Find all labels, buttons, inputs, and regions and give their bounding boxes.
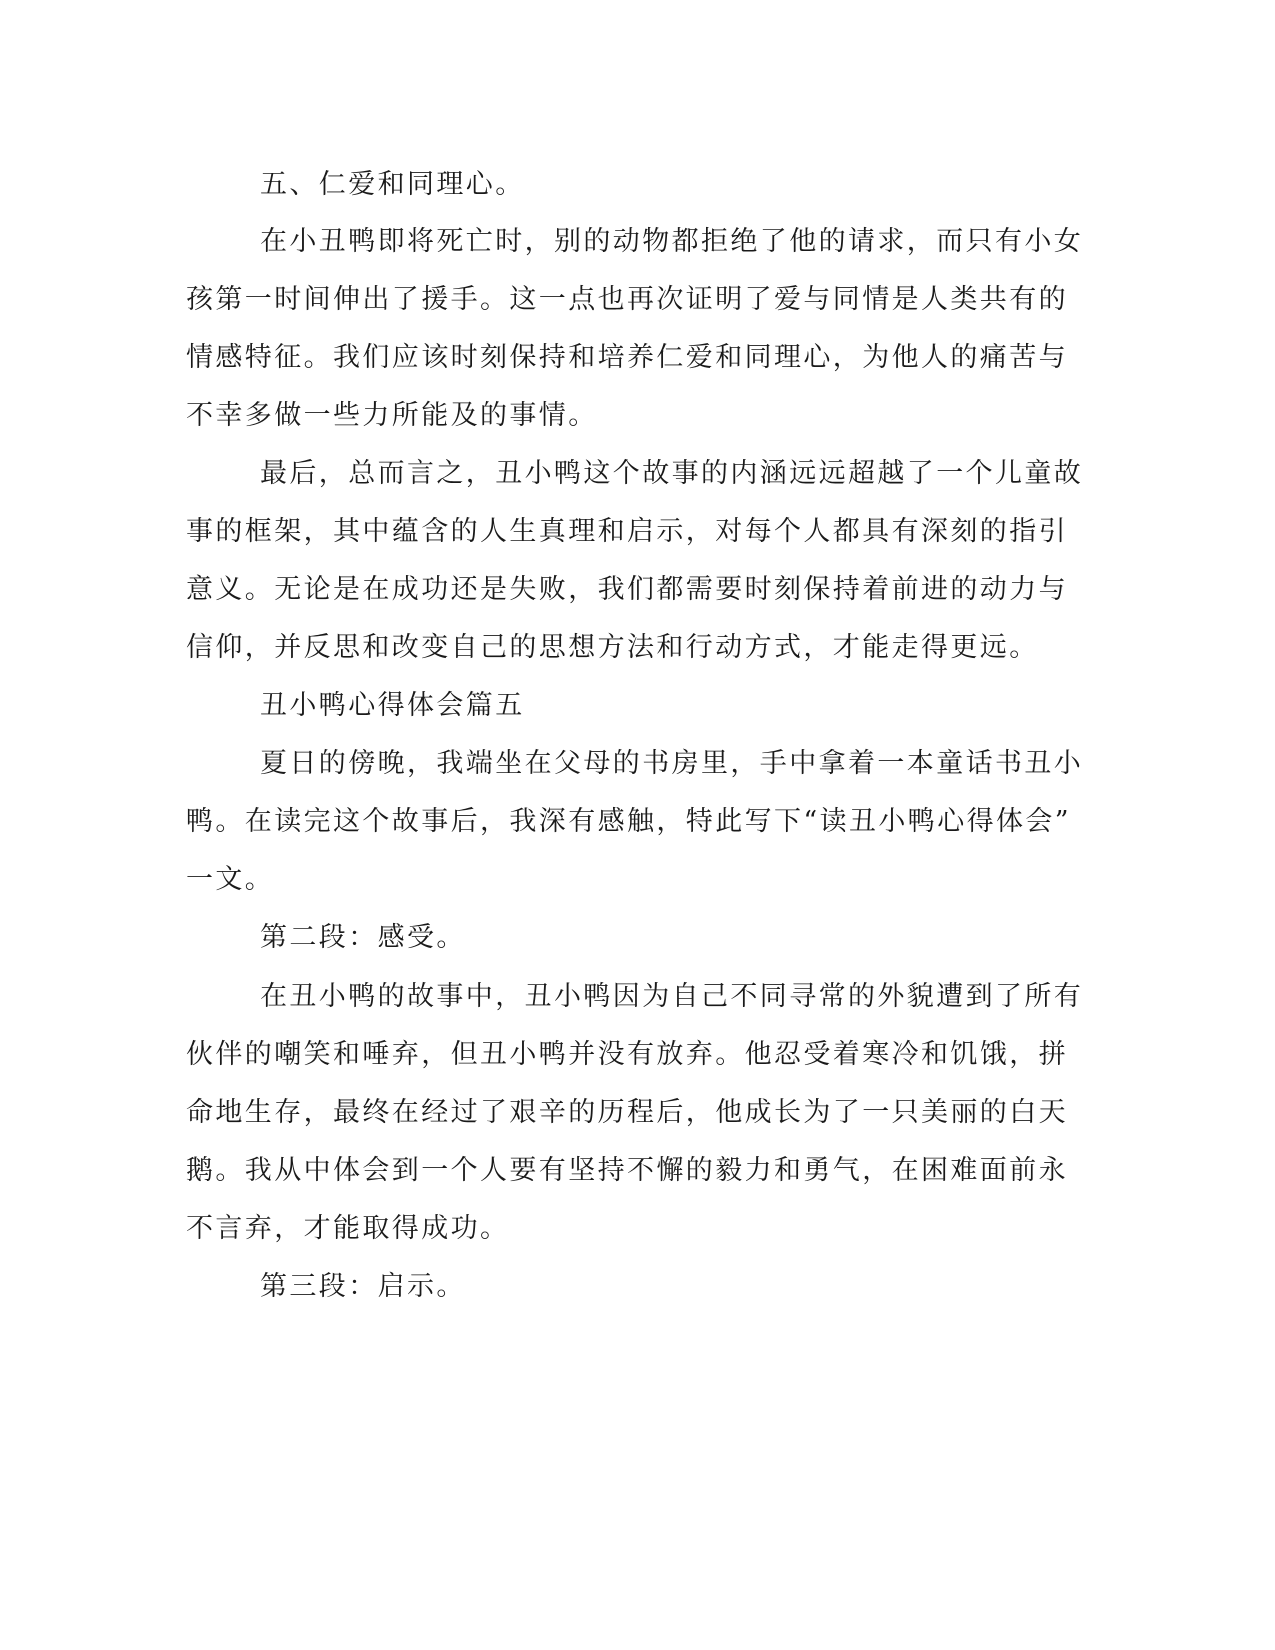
section-title: 丑小鸭心得体会篇五 — [260, 690, 525, 721]
paragraph-line: 一文。 — [186, 864, 275, 895]
paragraph-line: 最后，总而言之，丑小鸭这个故事的内涵远远超越了一个儿童故 — [260, 458, 1084, 489]
paragraph-line: 孩第一时间伸出了援手。这一点也再次证明了爱与同情是人类共有的 — [186, 284, 1068, 315]
heading-second-section: 第二段：感受。 — [260, 922, 466, 953]
paragraph-line: 鸭。在读完这个故事后，我深有感触，特此写下“读丑小鸭心得体会” — [186, 806, 1072, 837]
heading-third-section: 第三段：启示。 — [260, 1271, 466, 1302]
paragraph-line: 在丑小鸭的故事中，丑小鸭因为自己不同寻常的外貌遭到了所有 — [260, 981, 1084, 1012]
paragraph-line: 事的框架，其中蕴含的人生真理和启示，对每个人都具有深刻的指引 — [186, 516, 1068, 547]
paragraph-line: 夏日的傍晚，我端坐在父母的书房里，手中拿着一本童话书丑小 — [260, 748, 1084, 779]
paragraph-line: 不言弃，才能取得成功。 — [186, 1213, 510, 1244]
paragraph-line: 在小丑鸭即将死亡时，别的动物都拒绝了他的请求，而只有小女 — [260, 226, 1084, 257]
paragraph-line: 意义。无论是在成功还是失败，我们都需要时刻保持着前进的动力与 — [186, 574, 1068, 605]
paragraph-line: 情感特征。我们应该时刻保持和培养仁爱和同理心，为他人的痛苦与 — [186, 342, 1068, 373]
paragraph-line: 鹅。我从中体会到一个人要有坚持不懈的毅力和勇气，在困难面前永 — [186, 1155, 1068, 1186]
paragraph-line: 命地生存，最终在经过了艰辛的历程后，他成长为了一只美丽的白天 — [186, 1097, 1068, 1128]
heading-compassion: 五、仁爱和同理心。 — [260, 169, 525, 200]
paragraph-line: 伙伴的嘲笑和唾弃，但丑小鸭并没有放弃。他忍受着寒冷和饥饿，拼 — [186, 1039, 1068, 1070]
paragraph-line: 信仰，并反思和改变自己的思想方法和行动方式，才能走得更远。 — [186, 632, 1039, 663]
paragraph-line: 不幸多做一些力所能及的事情。 — [186, 400, 598, 431]
